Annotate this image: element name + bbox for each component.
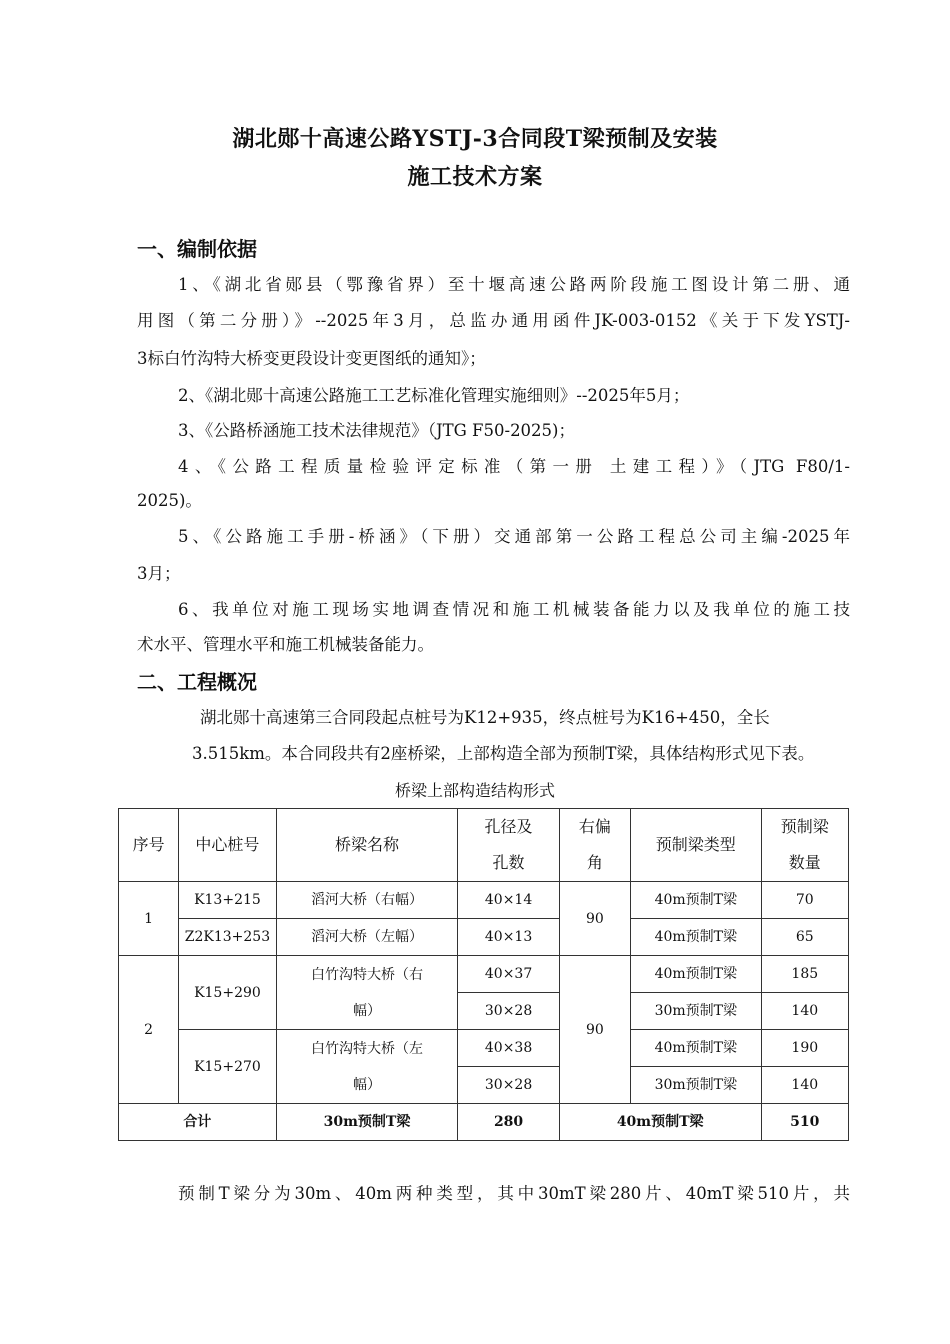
cell-count: 140 (761, 1067, 848, 1104)
cell-bridge: 滔河大桥（左幅） (276, 919, 458, 956)
basis-item-5-line2: 3月； (137, 564, 181, 583)
total-label: 合计 (119, 1104, 277, 1141)
table-row (119, 956, 849, 993)
cell-skew: 90 (559, 956, 630, 1104)
cell-station: K13+215 (179, 882, 276, 919)
cell-count: 65 (761, 919, 848, 956)
closing-line: 预制T梁分为30m、40m两种类型，其中30mT梁280片、40mT梁510片，共 (178, 1184, 850, 1203)
cell-station: K15+290 (179, 956, 276, 1030)
cell-span: 40×37 (458, 956, 559, 993)
total-count-40m: 510 (761, 1104, 848, 1141)
basis-item-5-line1: 5、《公路施工手册-桥涵》（下册）交通部第一公路工程总公司主编-2025年 (178, 527, 850, 546)
table-row (119, 1030, 849, 1067)
header-span (458, 809, 559, 882)
cell-span: 40×14 (458, 882, 559, 919)
cell-count: 70 (761, 882, 848, 919)
overview-line1: 湖北郧十高速第三合同段起点桩号为K12+935，终点桩号为K16+450，全长 (200, 708, 770, 727)
basis-item-2: 2、《湖北郧十高速公路施工工艺标准化管理实施细则》--2025年5月； (178, 386, 690, 405)
cell-type: 40m预制T梁 (631, 1030, 762, 1067)
header-count-line1: 预制梁 (780, 817, 829, 836)
header-beam-type: 预制梁类型 (631, 809, 762, 882)
cell-bridge: 滔河大桥（右幅） (276, 882, 458, 919)
section-heading-overview: 二、工程概况 (137, 670, 257, 694)
cell-bridge (276, 956, 458, 1030)
basis-item-4-line2: 2025)。 (137, 491, 202, 510)
cell-station: K15+270 (179, 1030, 276, 1104)
cell-station: Z2K13+253 (179, 919, 276, 956)
cell-count: 140 (761, 993, 848, 1030)
cell-skew: 90 (559, 882, 630, 956)
cell-span: 30×28 (458, 1067, 559, 1104)
basis-item-1-line1: 1、《湖北省郧县（鄂豫省界）至十堰高速公路两阶段施工图设计第二册、通 (178, 275, 850, 294)
document-title-line1: 湖北郧十高速公路YSTJ-3合同段T梁预制及安装 (232, 126, 718, 152)
header-skew-line1: 右偏 (578, 817, 611, 836)
header-skew (559, 809, 630, 882)
basis-item-4-line1: 4、《公路工程质量检验评定标准（第一册 土建工程）》（JTG F80/1- (178, 457, 850, 476)
cell-type: 40m预制T梁 (631, 882, 762, 919)
cell-type: 30m预制T梁 (631, 993, 762, 1030)
header-span-line1: 孔径及 (484, 817, 533, 836)
cell-bridge-line2: 幅） (352, 1002, 381, 1019)
cell-type: 40m预制T梁 (631, 919, 762, 956)
header-beam-count (761, 809, 848, 882)
total-type-40m: 40m预制T梁 (559, 1104, 761, 1141)
header-count-line2: 数量 (788, 853, 821, 872)
basis-item-1-line3: 3标白竹沟特大桥变更段设计变更图纸的通知》； (137, 349, 486, 368)
header-seq: 序号 (119, 809, 179, 882)
cell-bridge (276, 1030, 458, 1104)
cell-span: 40×13 (458, 919, 559, 956)
header-bridge-name: 桥梁名称 (276, 809, 458, 882)
cell-bridge-line1: 白竹沟特大桥（右 (310, 966, 423, 983)
total-count-30m: 280 (458, 1104, 559, 1141)
cell-type: 30m预制T梁 (631, 1067, 762, 1104)
table-total-row (119, 1104, 849, 1141)
overview-line2: 3.515km。本合同段共有2座桥梁，上部构造全部为预制T梁，具体结构形式见下表。 (192, 744, 815, 763)
section-heading-basis: 一、编制依据 (137, 237, 257, 261)
cell-count: 185 (761, 956, 848, 993)
table-row (119, 882, 849, 919)
header-skew-line2: 角 (586, 853, 603, 872)
cell-count: 190 (761, 1030, 848, 1067)
document-title-line2: 施工技术方案 (407, 164, 543, 190)
header-span-line2: 孔数 (492, 853, 525, 872)
cell-bridge-line1: 白竹沟特大桥（左 (310, 1040, 423, 1057)
header-station: 中心桩号 (179, 809, 276, 882)
basis-item-3: 3、《公路桥涵施工技术法律规范》（JTG F50-2025)； (178, 421, 575, 440)
cell-span: 40×38 (458, 1030, 559, 1067)
basis-item-6-line2: 术水平、管理水平和施工机械装备能力。 (137, 635, 434, 654)
total-type-30m: 30m预制T梁 (276, 1104, 458, 1141)
table-row (119, 919, 849, 956)
cell-type: 40m预制T梁 (631, 956, 762, 993)
cell-bridge-line2: 幅） (352, 1076, 381, 1093)
cell-span: 30×28 (458, 993, 559, 1030)
basis-item-1-line2: 用图（第二分册）》--2025年3月，总监办通用函件JK-003-0152《关于下发YSTJ- (137, 311, 850, 330)
cell-seq: 2 (119, 956, 179, 1104)
table-header-row (119, 809, 849, 882)
basis-item-6-line1: 6、我单位对施工现场实地调查情况和施工机械装备能力以及我单位的施工技 (178, 600, 850, 619)
table-caption: 桥梁上部构造结构形式 (394, 781, 555, 800)
bridge-structure-table (118, 808, 849, 1141)
cell-seq: 1 (119, 882, 179, 956)
